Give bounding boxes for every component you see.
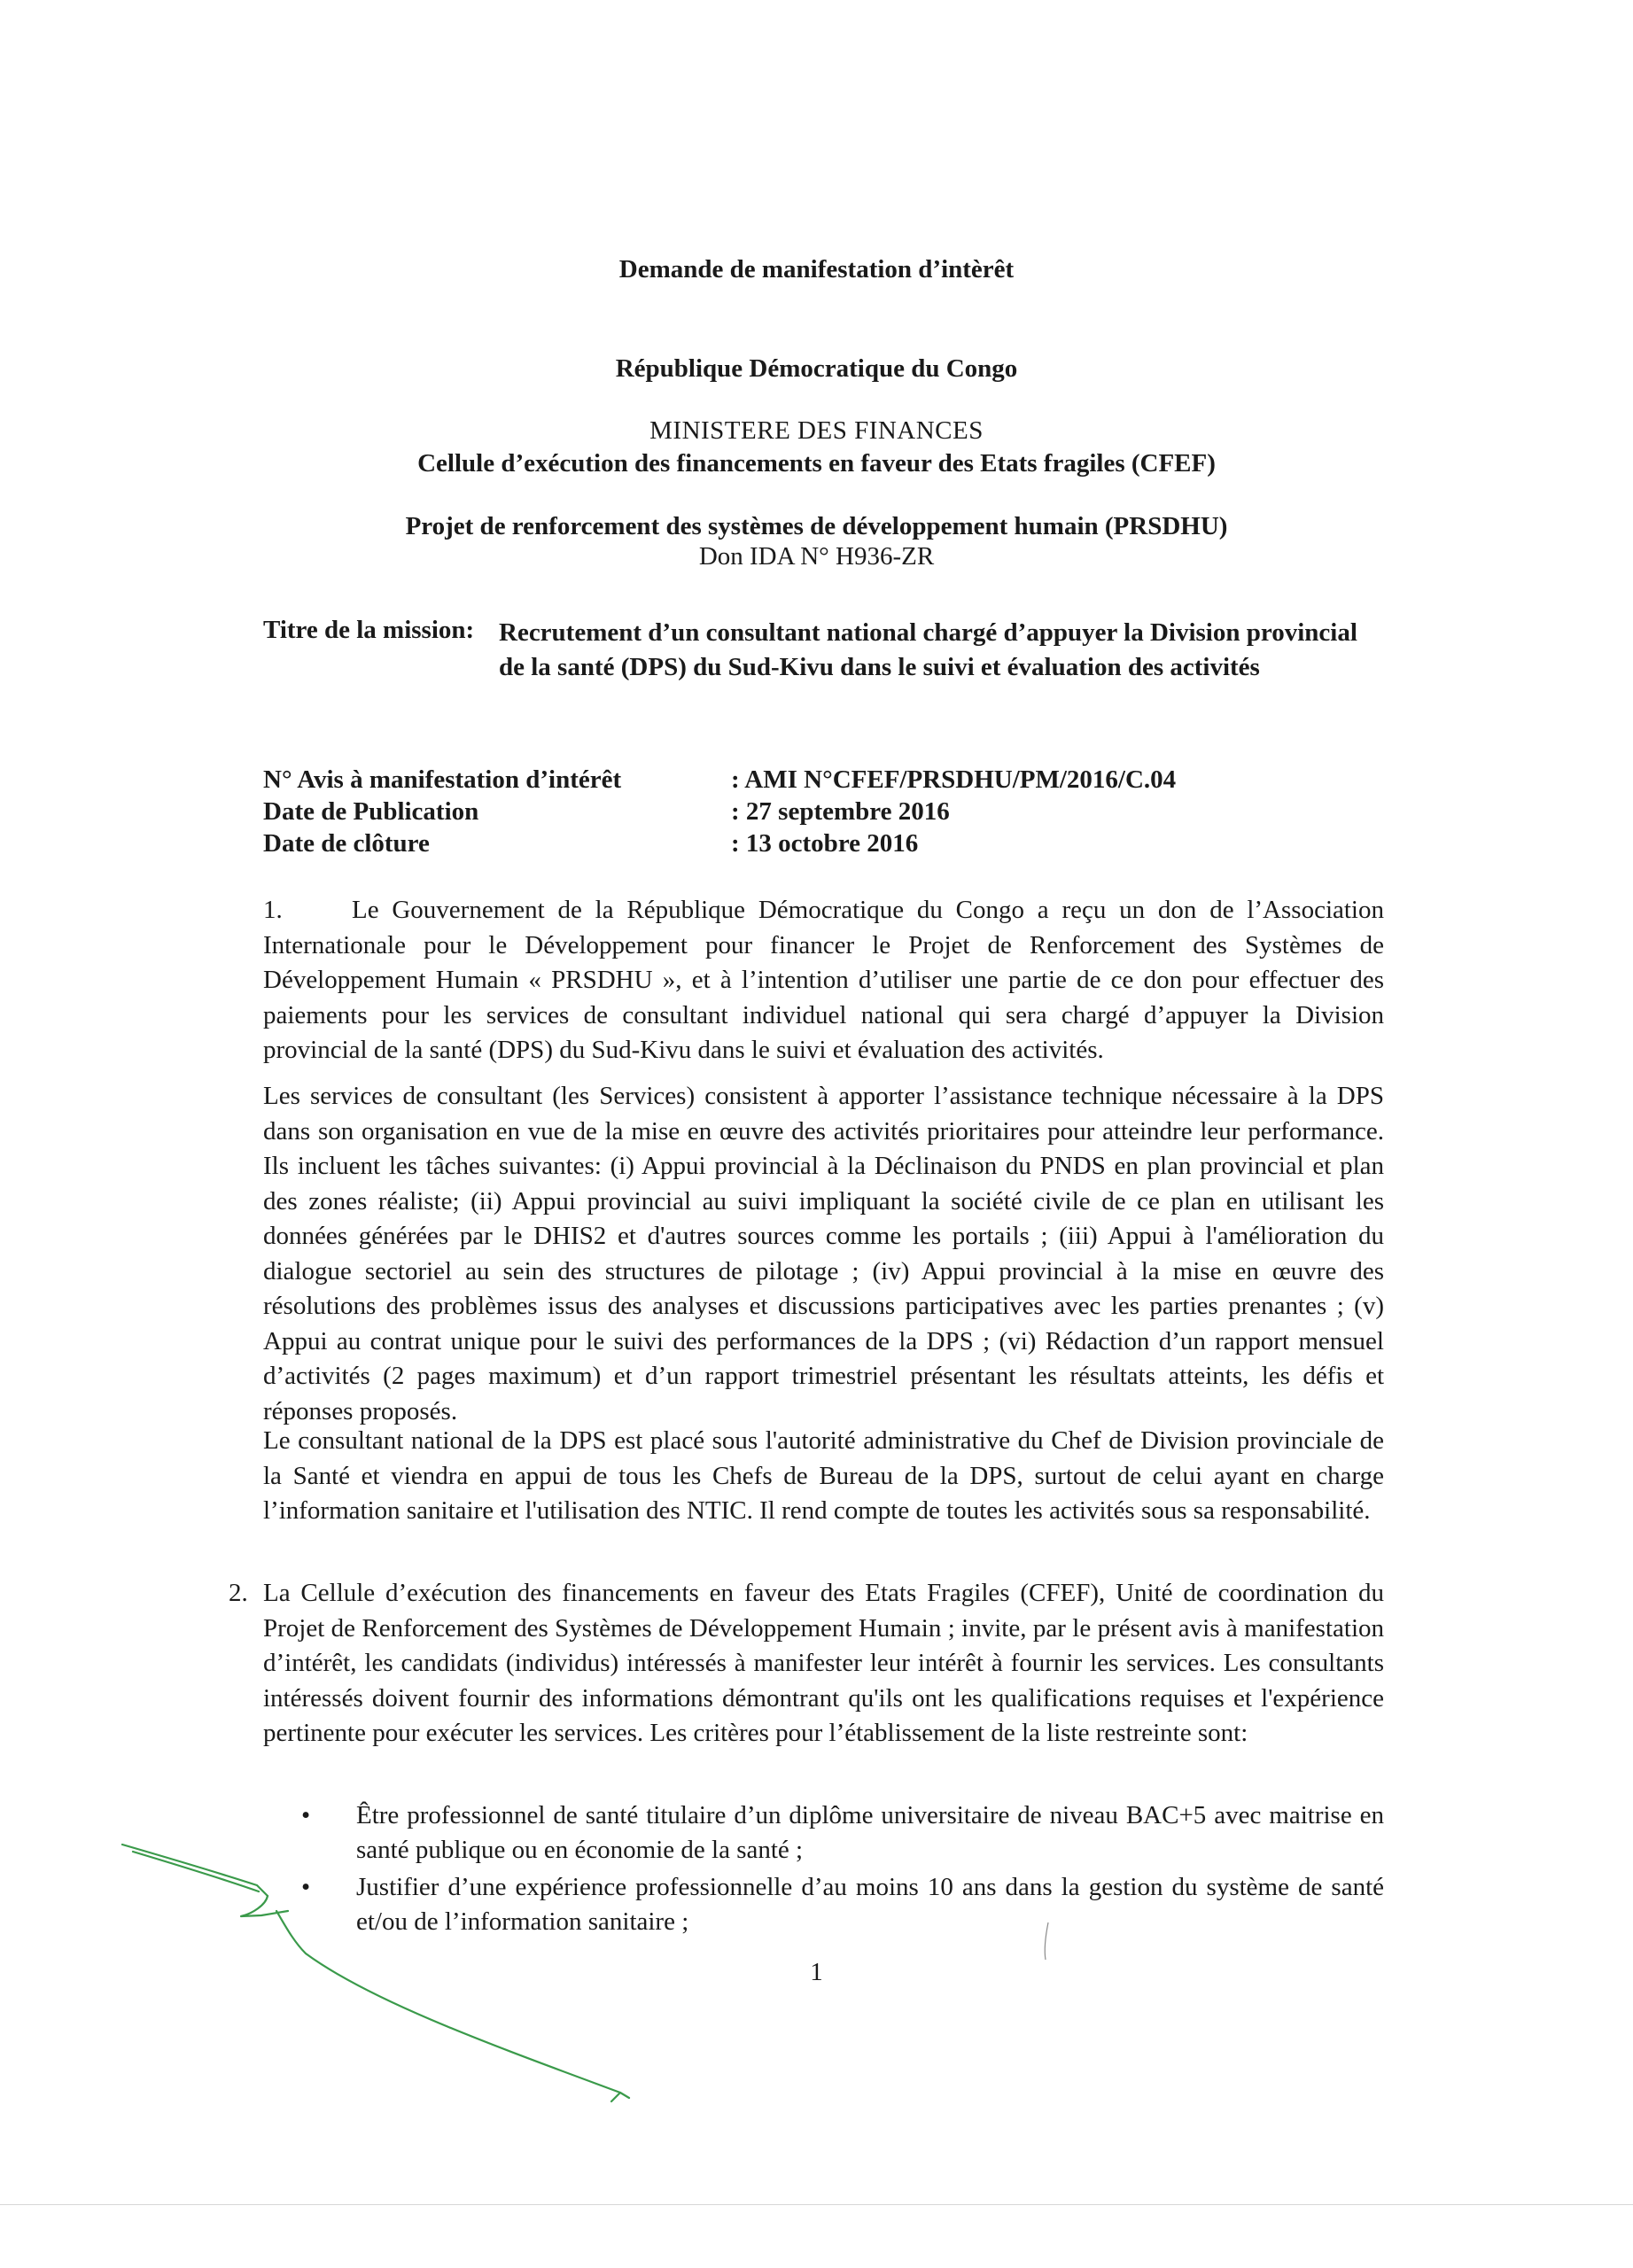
criteria-text: Être professionnel de santé titulaire d’un diplôme universitaire de niveau BAC+5 avec maitrise en santé publique ou en économie de la santé ; xyxy=(356,1801,1384,1864)
section-2-number: 2. xyxy=(229,1579,248,1607)
mission-label: Titre de la mission: xyxy=(263,616,475,644)
info-value: : 13 octobre 2016 xyxy=(731,829,919,858)
ministry-name: MINISTERE DES FINANCES xyxy=(649,416,984,445)
info-value: : AMI N°CFEF/PRSDHU/PM/2016/C.04 xyxy=(731,765,1177,794)
section-1-paragraph-3: Le consultant national de la DPS est placé sous l'autorité administrative du Chef de Division provinciale de la Santé et viendra en appui de tous les Chefs de Bureau de la DPS, surtout de celui ayant en charge l’information sanitaire et l'utilisation des NTIC. Il rend compte de toutes les activités sous sa responsabilité. xyxy=(263,1426,1384,1525)
info-value: : 27 septembre 2016 xyxy=(731,797,950,826)
grant-number: Don IDA N° H936-ZR xyxy=(698,542,935,571)
section-2-text: La Cellule d’exécution des financements en faveur des Etats Fragiles (CFEF), Unité de coordination du Projet de Renforcement des Systèmes de Développement Humain ; invite, par le présent avis à manifestation d’intérêt, les candidats (individus) intéressés à manifester leur intérêt à fournir les services. Les consultants intéressés doivent fournir des informations démontrant qu'ils ont les qualifications requises et l'expérience pertinente pour exécuter les services. Les critères pour l’établissement de la liste restreinte sont: xyxy=(263,1579,1384,1747)
info-label: Date de Publication xyxy=(263,797,479,826)
bottom-divider xyxy=(0,2204,1633,2205)
page-number: 1 xyxy=(810,1958,823,1986)
section-1-number: 1. xyxy=(263,896,283,924)
document-type-title: Demande de manifestation d’intèrêt xyxy=(618,255,1015,284)
section-1-text: Le Gouvernement de la République Démocratique du Congo a reçu un don de l’Association Internationale pour le Développement pour financer le Projet de Renforcement des Systèmes de Développement Humain « PRSDHU », et à l’intention d’utiliser une partie de ce don pour effectuer des paiements pour les services de consultant individuel national qui sera chargé d’appuyer la Division provincial de la santé (DPS) du Sud-Kivu dans le suivi et évaluation des activités. xyxy=(263,896,1384,1064)
country-name: République Démocratique du Congo xyxy=(615,354,1018,383)
info-label: N° Avis à manifestation d’intérêt xyxy=(263,765,622,794)
info-label: Date de clôture xyxy=(263,829,430,858)
unit-name: Cellule d’exécution des financements en faveur des Etats fragiles (CFEF) xyxy=(417,449,1216,478)
section-1-paragraph-2: Les services de consultant (les Services) consistent à apporter l’assistance technique nécessaire à la DPS dans son organisation en vue de la mise en œuvre des activités prioritaires pour atteindre leur performance. Ils incluent les tâches suivantes: (i) Appui provincial à la Déclinaison du PNDS en plan provincial et plan des zones réaliste; (ii) Appui provincial au suivi impliquant la société civile de ce plan en utilisant les données générées par le DHIS2 et d'autres sources comme les portails ; (iii) Appui à l'amélioration du dialogue sectoriel au sein des structures de pilotage ; (iv) Appui provincial à la mise en œuvre des résolutions des problèmes issus des analyses et discussions participatives avec les parties prenantes ; (v) Appui au contrat unique pour le suivi des performances de la DPS ; (vi) Rédaction d’un rapport mensuel d’activités (2 pages maximum) et d’un rapport trimestriel présentant les résultats atteints, les défis et réponses proposés. xyxy=(263,1082,1384,1425)
bullet-icon: • xyxy=(301,1801,311,1829)
bullet-icon: • xyxy=(301,1873,311,1901)
project-name: Projet de renforcement des systèmes de développement humain (PRSDHU) xyxy=(405,512,1228,540)
criteria-text: Justifier d’une expérience professionnelle d’au moins 10 ans dans la gestion du système de santé et/ou de l’information sanitaire ; xyxy=(356,1873,1384,1936)
mission-title: Recrutement d’un consultant national chargé d’appuyer la Division provincial de la santé (DPS) du Sud-Kivu dans le suivi et évaluation des activités xyxy=(499,618,1357,681)
